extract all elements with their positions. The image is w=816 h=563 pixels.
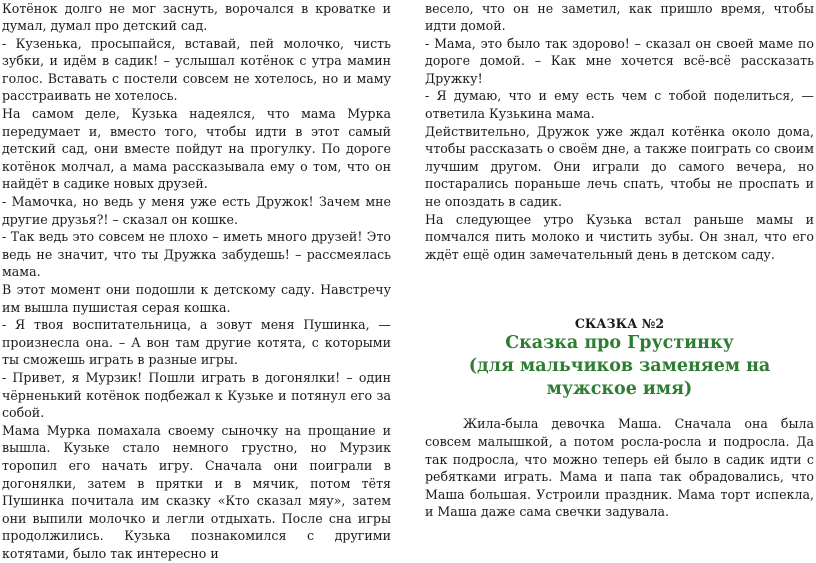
paragraph: Котёнок долго не мог заснуть, ворочался в кроватке и думал, думал про детский сад. (2, 0, 391, 34)
paragraph: весело, что он не заметил, как пришло время, чтобы идти домой. (425, 0, 814, 34)
tale-number-label: СКАЗКА №2 (574, 316, 665, 332)
left-text-column (2, 0, 391, 563)
paragraph: На следующее утро Кузька встал раньше мамы и помчался пить молоко и чистить зубы. Он знал, что его ждёт ещё один замечательный день в детском саду. (425, 211, 814, 262)
story-paragraph: Жила-была девочка Маша. Сначала она была совсем малышкой, а потом росла-росла и подросла. Да так подросла, что можно теперь ей было в садик идти с ребятками играть. Мама и папа так обрадовались, что Маша большая. Устроили праздник. Мама торт испекла, и Маша даже сама свечки задувала. (425, 416, 814, 520)
paragraph: В этот момент они подошли к детскому саду. Навстречу им вышла пушистая серая кошка. (2, 282, 391, 315)
paragraph: - Я твоя воспитательница, а зовут меня Пушинка, — произнесла она. – А вон там другие котята, с которыми ты сможешь играть в разные игры. (2, 317, 391, 368)
tale-subtitle: (для мальчиков заменяем на мужское имя) (468, 356, 771, 400)
paragraph: - Я думаю, что и ему есть чем с тобой поделиться, — ответила Кузькина мама. (425, 88, 814, 122)
paragraph: Действительно, Дружок уже ждал котёнка около дома, чтобы рассказать о своём дне, а также поиграть со своим лучшим другом. Они играли до самого вечера, но постарались пораньше лечь спать, чтобы не проспать и не опоздать в садик. (425, 123, 814, 210)
section-gap (425, 263, 814, 315)
paragraph: - Привет, я Мурзик! Пошли играть в догонялки! – один чёрненький котёнок подбежал к Кузьке и потянул его за собой. (2, 369, 391, 421)
right-text-column (425, 0, 814, 521)
paragraph: - Так ведь это совсем не плохо – иметь много друзей! Это ведь не значит, что ты Дружка забудешь! – рассмеялась мама. (2, 229, 391, 280)
paragraph: - Кузенька, просыпайся, вставай, пей молочко, чисть зубки, и идём в садик! – услышал котёнок с утра мамин голос. Вставать с постели совсем не хотелось, но и маму расстраивать не хотелось. (2, 35, 391, 104)
title-spacer (425, 401, 814, 415)
tale-title: Сказка про Грустинку (505, 333, 734, 354)
paragraph: На самом деле, Кузька надеялся, что мама Мурка передумает и, вместо того, чтобы идти в этот самый детский сад, они вместе пойдут на прогулку. По дороге котёнок молчал, а мама рассказывала ему о том, что он найдёт в садике новых друзей. (2, 106, 391, 192)
paragraph: - Мама, это было так здорово! – сказал он своей маме по дороге домой. – Как мне хочется всё-всё рассказать Дружку! (425, 35, 814, 86)
paragraph: Мама Мурка помахала своему сыночку на прощание и вышла. Кузьке стало немного грустно, но Мурзик торопил его начать игру. Сначала они поиграли в догонялки, затем в прятки и в мячик, потом тётя Пушинка почитала им сказку «Кто сказал мяу», затем они выпили молочко и легли отдыхать. После сна игры продолжились. Кузька познакомился с другими котятами, было так интересно и (2, 422, 391, 561)
paragraph: - Мамочка, но ведь у меня уже есть Дружок! Зачем мне другие друзья?! – сказал он кошке. (2, 194, 391, 227)
